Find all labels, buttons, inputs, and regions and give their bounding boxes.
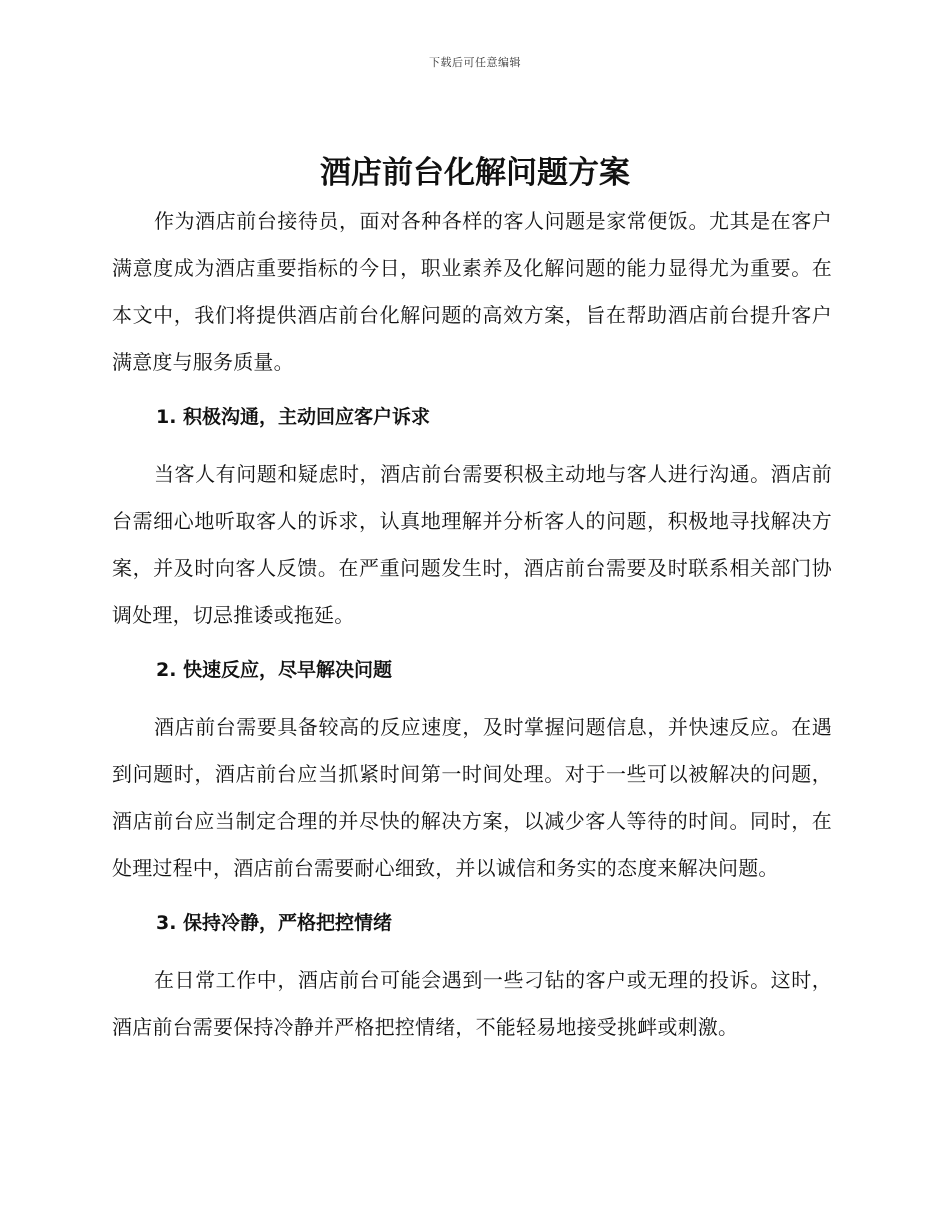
section-heading-3: 3. 保持冷静，严格把控情绪 — [156, 912, 393, 934]
document-body — [112, 198, 832, 1051]
section-body-3: 在日常工作中，酒店前台可能会遇到一些刁钻的客户或无理的投诉。这时，酒店前台需要保持冷静并严格把控情绪，不能轻易地接受挑衅或刺激。 — [112, 968, 832, 1039]
section-body-1: 当客人有问题和疑虑时，酒店前台需要积极主动地与客人进行沟通。酒店前台需细心地听取客人的诉求，认真地理解并分析客人的问题，积极地寻找解决方案，并及时向客人反馈。在严重问题发生时，酒店前台需要及时联系相关部门协调处理，切忌推诿或拖延。 — [112, 462, 832, 627]
section-heading-1: 1. 积极沟通，主动回应客户诉求 — [156, 406, 431, 428]
intro-paragraph: 作为酒店前台接待员，面对各种各样的客人问题是家常便饭。尤其是在客户满意度成为酒店重要指标的今日，职业素养及化解问题的能力显得尤为重要。在本文中，我们将提供酒店前台化解问题的高效方案，旨在帮助酒店前台提升客户满意度与服务质量。 — [112, 209, 832, 374]
section-body-2: 酒店前台需要具备较高的反应速度，及时掌握问题信息，并快速反应。在遇到问题时，酒店前台应当抓紧时间第一时间处理。对于一些可以被解决的问题，酒店前台应当制定合理的并尽快的解决方案，以减少客人等待的时间。同时，在处理过程中，酒店前台需要耐心细致，并以诚信和务实的态度来解决问题。 — [112, 715, 832, 880]
page-title: 酒店前台化解问题方案 — [320, 155, 630, 191]
section-heading-2: 2. 快速反应，尽早解决问题 — [156, 659, 393, 681]
header-note: 下载后可任意编辑 — [429, 56, 521, 69]
